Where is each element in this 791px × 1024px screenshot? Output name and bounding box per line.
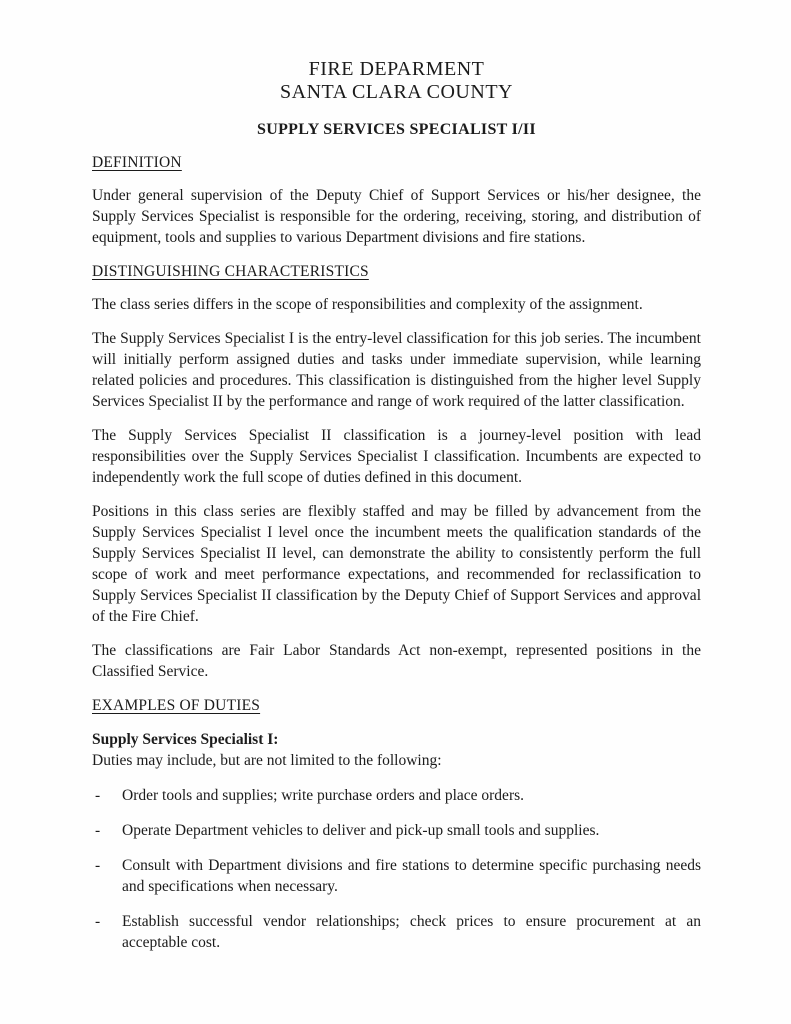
duties-list [92,785,701,953]
bullet-dash: - [95,913,101,930]
section-definition [92,152,701,248]
duty-item-text: Consult with Department divisions and fire stations to determine specific purchasing needs and specifications when necessary. [122,857,701,895]
section-heading-distinguishing: DISTINGUISHING CHARACTERISTICS [92,263,369,280]
section-heading-examples: EXAMPLES OF DUTIES [92,697,261,714]
section-examples-of-duties [92,695,701,953]
subheading-specialist-1: Supply Services Specialist I: [92,731,279,748]
bullet-dash: - [95,822,101,839]
org-name-line2: SANTA CLARA COUNTY [280,81,513,103]
duty-item-operate-vehicles [92,820,701,841]
section-heading-definition: DEFINITION [92,154,182,171]
org-name-line1: FIRE DEPARMENT [308,58,485,80]
paragraph-specialist-2: The Supply Services Specialist II classification is a journey-level position with lead responsibilities over the Supply Services Specialist I classification. Incumbents are expected to independently work the full scope of duties defined in this document. [92,427,701,486]
definition-paragraph: Under general supervision of the Deputy Chief of Support Services or his/her designee, the Supply Services Specialist is responsible for the ordering, receiving, storing, and distribution of equipment, tools and supplies to various Department divisions and fire stations. [92,187,701,246]
duty-item-text: Establish successful vendor relationships; check prices to ensure procurement at an acceptable cost. [122,913,701,951]
paragraph-flexible-staffing: Positions in this class series are flexibly staffed and may be filled by advancement from the Supply Services Specialist I level once the incumbent meets the qualification standards of the Supply Services Specialist II level, can demonstrate the ability to consistently perform the full scope of work and meet performance expectations, and recommended for reclassification to Supply Services Specialist II classification by the Deputy Chief of Support Services and approval of the Fire Chief. [92,503,701,625]
duty-item-text: Order tools and supplies; write purchase orders and place orders. [122,787,525,804]
section-distinguishing-characteristics [92,261,701,682]
paragraph-class-series: The class series differs in the scope of responsibilities and complexity of the assignment. [92,296,643,313]
duty-item-vendor-relationships [92,911,701,953]
bullet-dash: - [95,857,101,874]
job-title: SUPPLY SERVICES SPECIALIST I/II [257,121,536,138]
duty-item-consult-divisions [92,855,701,897]
duty-item-order-tools [92,785,701,806]
duties-intro: Duties may include, but are not limited to the following: [92,752,442,769]
paragraph-flsa-status: The classifications are Fair Labor Standards Act non-exempt, represented positions in the Classified Service. [92,642,701,680]
paragraph-specialist-1: The Supply Services Specialist I is the entry-level classification for this job series. The incumbent will initially perform assigned duties and tasks under immediate supervision, while learning related policies and procedures. This classification is distinguished from the higher level Supply Services Specialist II by the performance and range of work required of the latter classification. [92,330,701,410]
document-header [92,58,701,104]
bullet-dash: - [95,787,101,804]
duty-item-text: Operate Department vehicles to deliver and pick-up small tools and supplies. [122,822,600,839]
